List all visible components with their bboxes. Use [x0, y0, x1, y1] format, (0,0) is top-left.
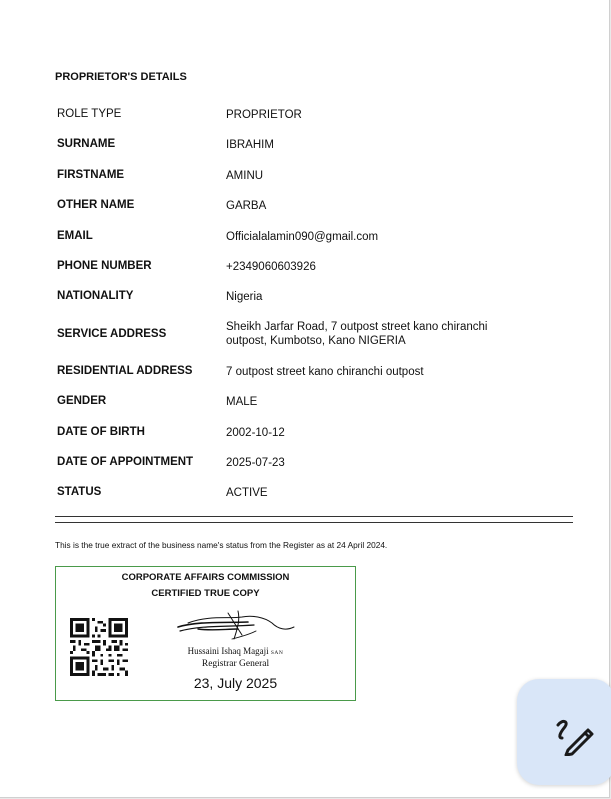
stamp-label: CERTIFIED TRUE COPY	[151, 588, 260, 599]
signer-name-text: Hussaini Ishaq Magaji	[187, 646, 269, 656]
row-value: +2349060603926	[226, 261, 316, 273]
row-value: AMINU	[226, 170, 264, 182]
signer-name	[56, 646, 355, 656]
stamp-org: CORPORATE AFFAIRS COMMISSION	[121, 572, 290, 583]
row-label: ROLE TYPE	[57, 108, 122, 120]
row-label: OTHER NAME	[57, 199, 135, 211]
row-label: FIRSTNAME	[57, 169, 125, 181]
row-value: 7 outpost street kano chiranchi outpost	[226, 366, 424, 378]
pen-scribble-icon	[554, 716, 594, 756]
divider-line	[55, 522, 573, 523]
signature-icon	[168, 605, 298, 645]
row-value: MALE	[226, 396, 258, 408]
row-value: 2025-07-23	[226, 457, 285, 469]
signer-suffix: SAN	[270, 650, 284, 656]
row-value: ACTIVE	[226, 487, 268, 499]
row-value: GARBA	[226, 200, 267, 212]
certified-copy-stamp	[55, 566, 356, 701]
row-value: PROPRIETOR	[226, 109, 302, 121]
divider-line	[55, 516, 573, 517]
row-label: EMAIL	[57, 230, 93, 242]
row-value: Sheikh Jarfar Road, 7 outpost street kano chiranchi outpost, Kumbotso, Kano NIGERIA	[226, 321, 488, 347]
section-title: PROPRIETOR'S DETAILS	[55, 71, 187, 83]
signer-title: Registrar General	[201, 659, 270, 669]
certified-date: 23, July 2025	[193, 675, 278, 691]
row-value: IBRAHIM	[226, 139, 274, 151]
row-value: Officialalamin090@gmail.com	[226, 231, 379, 243]
extract-statement: This is the true extract of the business name's status from the Register as at 24 April 2024.	[55, 540, 388, 550]
row-label: GENDER	[57, 395, 107, 407]
row-label: DATE OF BIRTH	[57, 426, 145, 438]
annotate-button[interactable]	[517, 679, 611, 785]
row-label: RESIDENTIAL ADDRESS	[57, 365, 193, 377]
row-label: SERVICE ADDRESS	[57, 328, 167, 340]
row-label: DATE OF APPOINTMENT	[57, 456, 194, 468]
row-label: STATUS	[57, 486, 102, 498]
row-value: Nigeria	[226, 291, 263, 303]
row-label: PHONE NUMBER	[57, 260, 152, 272]
row-label: SURNAME	[57, 138, 116, 150]
row-value: 2002-10-12	[226, 427, 285, 439]
row-label: NATIONALITY	[57, 290, 134, 302]
